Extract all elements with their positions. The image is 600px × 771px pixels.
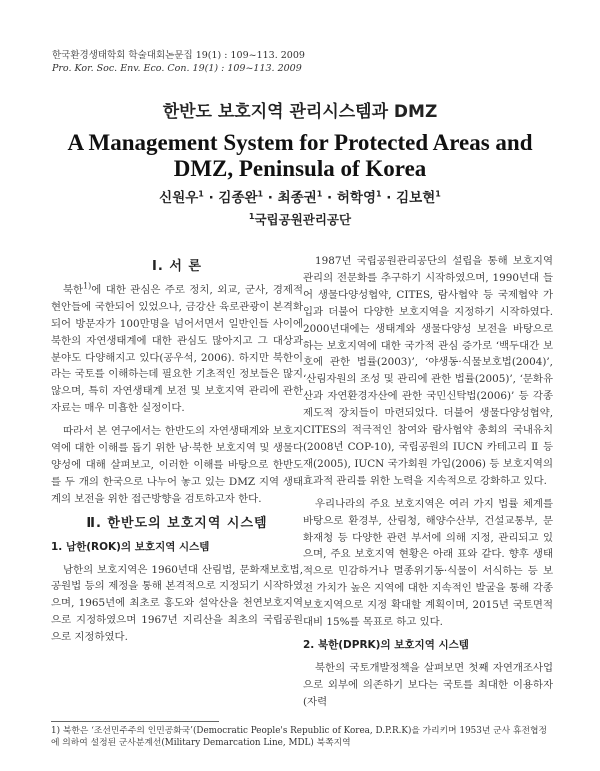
author-affiliation-mark: 1	[435, 189, 441, 199]
author: 김보현	[396, 190, 436, 206]
author: 김종완	[218, 190, 258, 206]
author-separator: ·	[263, 190, 278, 206]
paragraph: 우리나라의 주요 보호지역은 여러 가지 법률 체계를 바탕으로 환경부, 산림청, 해양수산부, 건설교통부, 문화재청 등 다양한 관련 부서에 의해 지정, 관리되고 있으며, 주요 보호지역 현황은 아래 표와 같다. 향후 생태적으로 민감하거나 멸종위기동·식물이 서식하는 등 보전 가치가 높은 지역에 대한 지속적인 발굴을 통해 각종 보호지역으로 지정 확대할 계획이며, 2015년 국토면적 대비 15%를 목표로 하고 있다.	[303, 497, 553, 629]
author-affiliation-mark: 1	[376, 189, 382, 199]
author-affiliation-mark: 1	[316, 189, 323, 199]
paragraph: 따라서 본 연구에서는 한반도의 자연생태계와 보호지역에 대한 이해를 돕기 위한 남·북한 보호지역 및 생물다양성에 대해 살펴보고, 이러한 이해를 바탕으로 한반도를 두 개의 한국으로 나누어 놓고 있는 DMZ 지역 생태계의 보전을 위한 접근방향을 검토하고자 한다.	[51, 425, 303, 505]
paragraph: 북한의 국토개발정책을 살펴보면 첫째 자연개조사업으로 외부에 의존하기 보다는 국토를 최대한 이용하자(자력	[303, 661, 553, 708]
author: 신원우	[159, 190, 199, 206]
author: 최종권	[277, 190, 317, 206]
footnote-ref: 1)	[83, 281, 92, 291]
section-heading-introduction: Ⅰ. 서 론	[152, 259, 202, 274]
affiliation-mark: 1	[248, 211, 255, 221]
affiliation	[0, 210, 600, 228]
subsection-heading-dprk: 2. 북한(DPRK)의 보호지역 시스템	[303, 638, 469, 651]
right-column	[303, 253, 553, 717]
subsection-heading-rok: 1. 남한(ROK)의 보호지역 시스템	[51, 540, 210, 553]
author-list	[0, 186, 600, 206]
paragraph: 1987년 국립공원관리공단의 설립을 통해 보호지역 관리의 전문화를 추구하기 시작하였으며, 1990년대 들어 생물다양성협약, CITES, 람사협약 등 국제협약 가입과 더불어 다양한 보호지역을 지정하기 시작하였다. 2000년대에는 생태계와 생물다양성 보전을 바탕으로 하는 보호지역에 대한 국가적 관심 증가로 ‘백두대간 보호에 관한 법률(2003)’, ‘야생동·식물보호법(2004)’, ‘산림자원의 조성 및 관리에 관한 법률(2005)’, ‘문화유산과 자연환경자산에 관한 국민신탁법(2006)’ 등 각종 제도적 장치들이 마련되었다. 더불어 생물다양성협약, CITES의 적극적인 참여와 람사협약 총회의 국내유치(2008년 COP-10), 국립공원의 IUCN 카테고리 Ⅱ 등재(2005), IUCN 국가회원 가입(2006) 등 보호지역의 효과적 관리를 위한 노력을 지속적으로 강화하고 있다.	[303, 255, 553, 487]
paragraph-text: 북한	[63, 283, 84, 296]
journal-header-ko: 한국환경생태학회 학술대회논문집 19(1) : 109~113. 2009	[52, 50, 305, 61]
author-affiliation-mark: 1	[257, 189, 264, 199]
title-english: A Management System for Protected Areas and DMZ, Peninsula of Korea	[67, 130, 533, 181]
paragraph	[51, 282, 303, 417]
journal-header-en: Pro. Kor. Soc. Env. Eco. Con. 19(1) : 109~113. 2009	[52, 62, 302, 74]
footnote-divider	[51, 721, 219, 722]
section-heading-protected-areas: Ⅱ. 한반도의 보호지역 시스템	[86, 515, 268, 531]
author: 허학영	[336, 190, 376, 206]
title-korean: 한반도 보호지역 관리시스템과 DMZ	[162, 102, 438, 122]
journal-header	[52, 50, 305, 75]
author-separator: ·	[381, 190, 397, 206]
left-column	[51, 253, 303, 652]
footnote: 1) 북한은 ‘조선민주주의 인민공화국’(Democratic People's Republic of Korea, D.P.R.K)을 가리키며 1953년 군사 휴전협정에 의하여 설정된 군사분계선(Military Demarcation Line, MDL) 북쪽지역	[51, 726, 547, 748]
paragraph: 남한의 보호지역은 1960년대 산림법, 문화재보호법, 공원법 등의 제정을 통해 본격적으로 지정되기 시작하였으며, 1965년에 최초로 홍도와 설악산을 천연보호지역으로 지정하였으며 1967년 지리산을 최초의 국립공원으로 지정하였다.	[51, 563, 303, 644]
paragraph-text: 에 대한 관심은 주로 정치, 외교, 군사, 경제적 현안들에 국한되어 있었으나, 금강산 육로관광이 본격화되어 방문자가 100만명을 넘어서면서 일반인들 사이에 북한의 자연생태계에 대한 관심도 많아지고 그 대상과 분야도 다양해지고 있다(공우석, 2006). 하지만 북한이라는 국토를 이해하는데 필요한 기초적인 정보들은 많지 않으며, 특히 자연생태계 보전 및 보호지역 관리에 관한 자료는 매우 미흡한 실정이다.	[51, 283, 303, 415]
author-separator: ·	[322, 190, 337, 206]
affiliation-name: 국립공원관리공단	[254, 212, 352, 227]
author-separator: ·	[203, 190, 219, 206]
author-affiliation-mark: 1	[198, 189, 204, 199]
